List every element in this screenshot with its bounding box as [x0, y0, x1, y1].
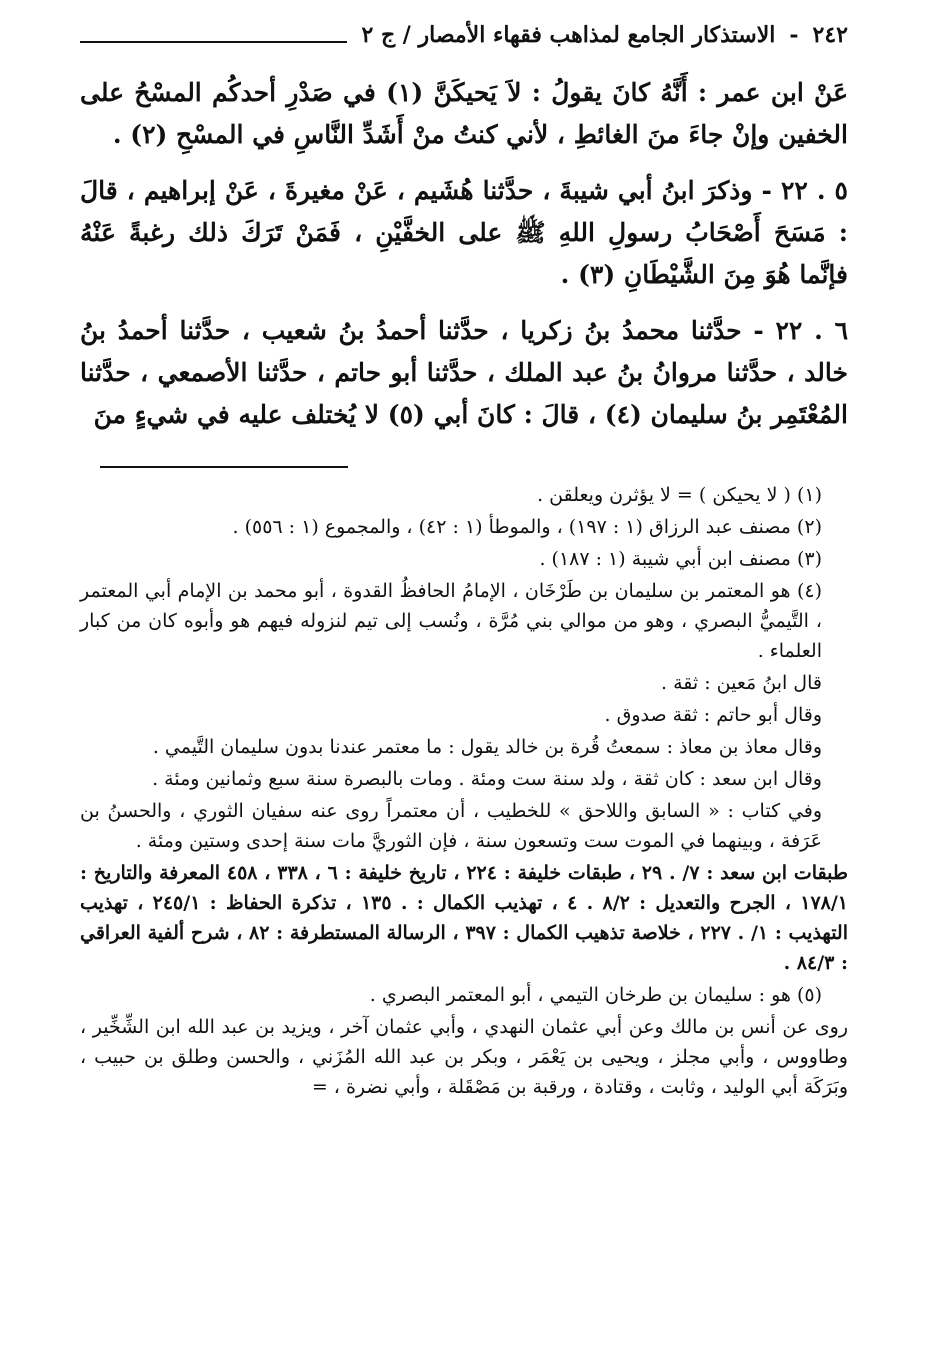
footnote-4: (٤) هو المعتمر بن سليمان بن طَرْخَان ، الإمامُ الحافظُ القدوة ، أبو محمد بن الإمام أبي المعتمر ، التَّيميُّ البصري ، وهو من موالي بني مُرَّة ، ونُسب إلى تيم لنزوله فيهم هو وأبوه كان من كبار العلماء . — [80, 580, 822, 662]
main-text — [80, 72, 848, 450]
header-rule — [80, 41, 347, 43]
paragraph-1: عَنْ ابن عمر : أَنَّهُ كانَ يقولُ : لاَ يَحيكَنَّ (١) في صَدْرِ أحدكُم المسْحُ على الخفين وإنْ جاءَ منَ الغائطِ ، لأني كنتُ منْ أَشَدِّ النَّاسِ في المسْحِ (٢) . — [80, 78, 848, 149]
footnote-4-line: وقال معاذ بن معاذ : سمعتُ قُرة بن خالد يقول : ما معتمر عندنا بدون سليمان التَّيمي . — [152, 736, 822, 758]
footnote-separator — [100, 466, 348, 468]
footnotes — [80, 480, 848, 1104]
paragraph-3: ٦ . ٢٢ - حدَّثنا محمدُ بنُ زكريا ، حدَّثنا أحمدُ بنُ شعيب ، حدَّثنا أحمدُ بنُ خالد ، حدَّثنا مروانُ بنُ عبد الملك ، حدَّثنا أبو حاتم ، حدَّثنا الأصمعي ، حدَّثنا المُعْتَمِر بنُ سليمان (٤) ، قالَ : كانَ أبي (٥) لا يُختلف عليه في شيءٍ منَ — [80, 316, 848, 429]
footnote-1: (١) ( لا يحيكن ) = لا يؤثرن ويعلقن . — [537, 484, 822, 506]
paragraph-2: ٥ . ٢٢ - وذكرَ ابنُ أبي شيبةَ ، حدَّثنا هُشَيم ، عَنْ مغيرةَ ، عَنْ إبراهيم ، قالَ : مَسَحَ أَصْحَابُ رسولِ اللهِ ﷺ على الخفَّيْنِ ، فَمَنْ تَرَكَ ذلك رغبةً عَنْهُ فإنَّما هُوَ مِنَ الشَّيْطَانِ (٣) . — [80, 176, 848, 289]
footnote-2: (٢) مصنف عبد الرزاق (١ : ١٩٧) ، والموطأ (١ : ٤٢) ، والمجموع (١ : ٥٥٦) . — [232, 516, 822, 538]
footnote-5-line: روى عن أنس بن مالك وعن أبي عثمان النهدي ، وأبي عثمان آخر ، ويزيد بن عبد الله ابن الشِّخِّير ، وطاووس ، وأبي مجلز ، ويحيى بن يَعْمَر ، وبكر بن عبد الله المُزَني ، والحسن وطلق بن حبيب ، وبَرَكَة أبي الوليد ، وثابت ، وقتادة ، ورقبة بن مَصْقَلة ، وأبي نضرة ، = — [80, 1016, 848, 1098]
footnote-3: (٣) مصنف ابن أبي شيبة (١ : ١٨٧) . — [539, 548, 822, 570]
footnote-4-bibliography: طبقات ابن سعد : ٧/ . ٢٩ ، طبقات خليفة : ٢٢٤ ، تاريخ خليفة : ٦ ، ٣٣٨ ، ٤٥٨ المعرفة والتاريخ : ١٧٨/١ ، الجرح والتعديل : ٨/٢ . ٤ ، تهذيب الكمال : . ١٣٥ ، تذكرة الحفاظ : ٢٤٥/١ ، تهذيب التهذيب : ١/ . ٢٢٧ ، خلاصة تذهيب الكمال : ٣٩٧ ، الرسالة المستطرفة : ٨٢ ، شرح ألفية العراقي : ٨٤/٣ . — [80, 862, 849, 974]
page-number: ٢٤٢ — [812, 22, 848, 48]
footnote-4-line: وفي كتاب : « السابق واللاحق » للخطيب ، أن معتمراً روى عنه سفيان الثوري ، والحسنُ بن عَرَفة ، وبينهما في الموت ست وتسعون سنة ، فإن الثوريَّ مات سنة إحدى وستين ومئة . — [80, 800, 822, 852]
page-header: ٢٤٢ - الاستذكار الجامع لمذاهب فقهاء الأمصار / ج ٢ — [80, 22, 848, 48]
running-title: الاستذكار الجامع لمذاهب فقهاء الأمصار / ج ٢ — [361, 22, 776, 48]
footnote-4-line: وقال أبو حاتم : ثقة صدوق . — [604, 704, 822, 726]
footnote-4-line: وقال ابن سعد : كان ثقة ، ولد سنة ست ومئة . ومات بالبصرة سنة سبع وثمانين ومئة . — [152, 768, 822, 790]
footnote-5: (٥) هو : سليمان بن طرخان التيمي ، أبو المعتمر البصري . — [369, 984, 822, 1006]
footnote-4-line: قال ابنُ مَعين : ثقة . — [661, 672, 822, 694]
